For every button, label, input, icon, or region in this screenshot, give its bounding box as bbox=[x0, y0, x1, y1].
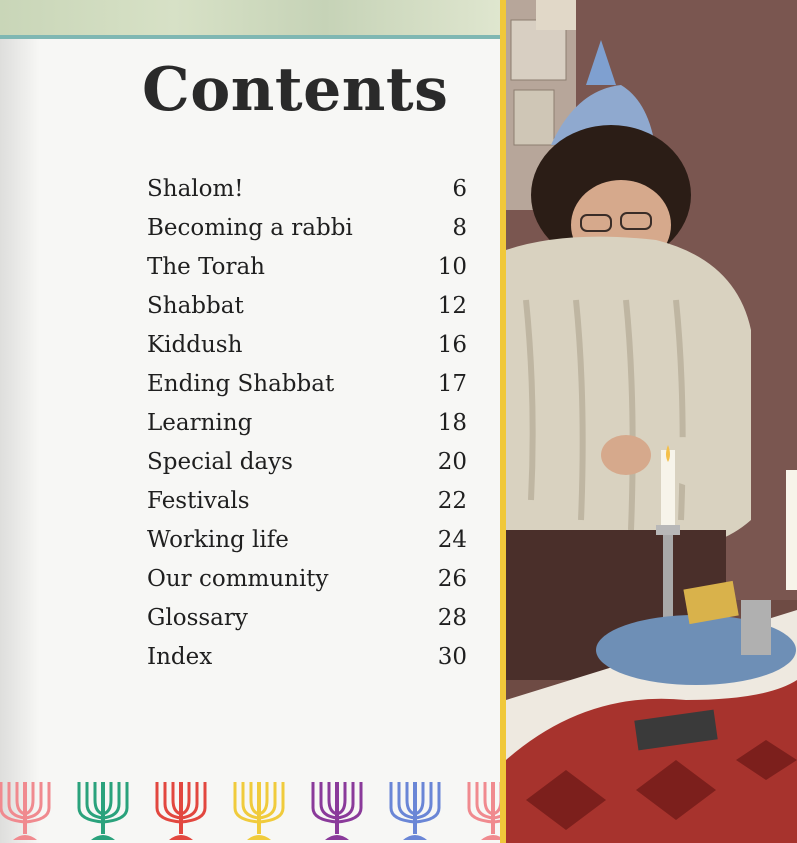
table-of-contents bbox=[147, 170, 467, 677]
toc-page-number: 26 bbox=[437, 566, 467, 592]
top-decorative-band bbox=[0, 0, 500, 35]
toc-row[interactable] bbox=[147, 170, 467, 209]
toc-label: The Torah bbox=[147, 254, 265, 280]
toc-label: Working life bbox=[147, 527, 289, 553]
menorah-icon bbox=[235, 782, 283, 840]
rabbi-lighting-candles-photo bbox=[506, 0, 797, 843]
top-teal-line bbox=[0, 35, 500, 39]
toc-label: Shabbat bbox=[147, 293, 244, 319]
toc-row[interactable] bbox=[147, 443, 467, 482]
toc-row[interactable] bbox=[147, 248, 467, 287]
toc-page-number: 12 bbox=[437, 293, 467, 319]
toc-row[interactable] bbox=[147, 638, 467, 677]
toc-label: Glossary bbox=[147, 605, 248, 631]
toc-label: Kiddush bbox=[147, 332, 243, 358]
toc-row[interactable] bbox=[147, 560, 467, 599]
toc-label: Special days bbox=[147, 449, 293, 475]
menorah-icon bbox=[469, 782, 500, 840]
toc-page-number: 24 bbox=[437, 527, 467, 553]
toc-page-number: 17 bbox=[437, 371, 467, 397]
menorah-border bbox=[0, 772, 500, 843]
toc-label: Becoming a rabbi bbox=[147, 215, 353, 241]
toc-row[interactable] bbox=[147, 287, 467, 326]
menorah-icon bbox=[79, 782, 127, 840]
toc-page-number: 22 bbox=[437, 488, 467, 514]
toc-label: Ending Shabbat bbox=[147, 371, 335, 397]
toc-label: Our community bbox=[147, 566, 329, 592]
toc-page-number: 30 bbox=[437, 644, 467, 670]
toc-label: Learning bbox=[147, 410, 253, 436]
toc-row[interactable] bbox=[147, 599, 467, 638]
menorah-icon bbox=[313, 782, 361, 840]
toc-page-number: 8 bbox=[452, 215, 467, 241]
menorah-icon bbox=[1, 782, 49, 840]
toc-row[interactable] bbox=[147, 326, 467, 365]
toc-row[interactable] bbox=[147, 365, 467, 404]
toc-page-number: 18 bbox=[437, 410, 467, 436]
toc-label: Festivals bbox=[147, 488, 250, 514]
toc-row[interactable] bbox=[147, 521, 467, 560]
toc-row[interactable] bbox=[147, 404, 467, 443]
menorah-icon bbox=[157, 782, 205, 840]
toc-page-number: 10 bbox=[437, 254, 467, 280]
toc-page-number: 28 bbox=[437, 605, 467, 631]
toc-row[interactable] bbox=[147, 482, 467, 521]
toc-page-number: 20 bbox=[437, 449, 467, 475]
toc-label: Shalom! bbox=[147, 176, 244, 202]
toc-page-number: 16 bbox=[437, 332, 467, 358]
toc-label: Index bbox=[147, 644, 213, 670]
toc-row[interactable] bbox=[147, 209, 467, 248]
toc-page-number: 6 bbox=[452, 176, 467, 202]
page-title: Contents bbox=[142, 55, 449, 125]
menorah-icon bbox=[391, 782, 439, 840]
